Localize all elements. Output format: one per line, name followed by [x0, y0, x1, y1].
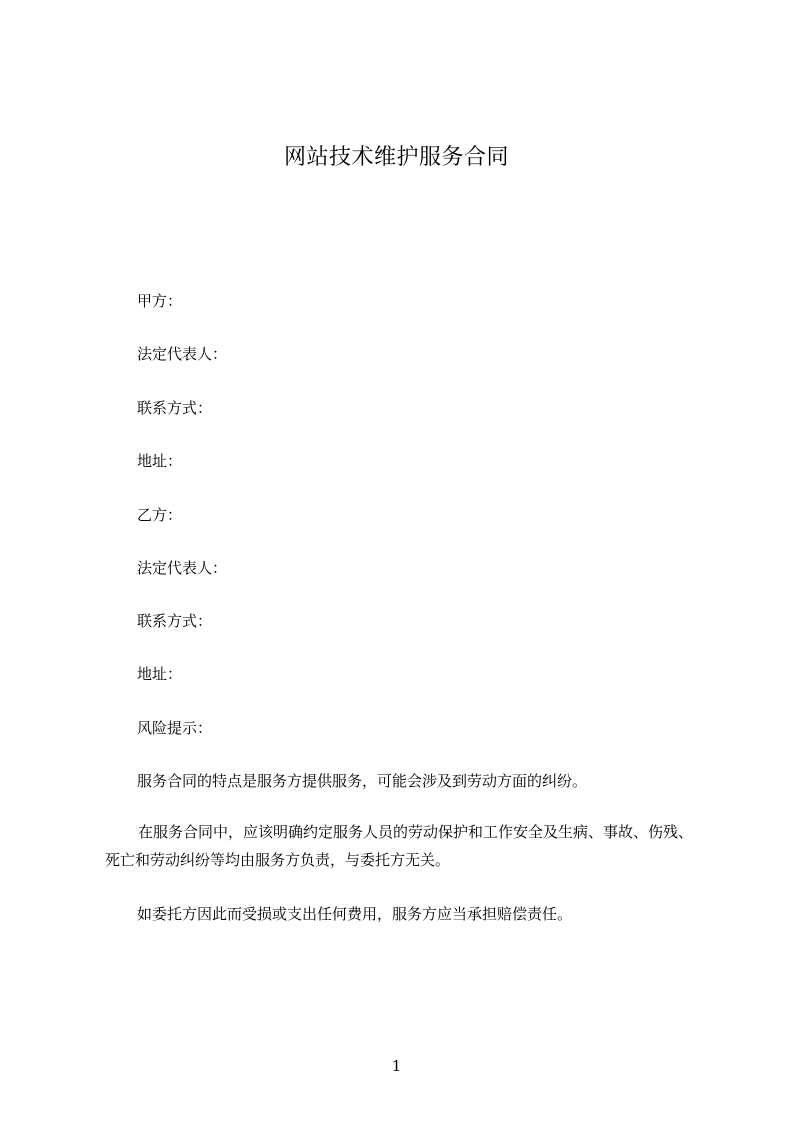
paragraph-labor-responsibility: 在服务合同中，应该明确约定服务人员的劳动保护和工作安全及生病、事故、伤残、死亡和劳动纠纷等均由服务方负责，与委托方无关。: [105, 823, 694, 869]
risk-heading: 风险提示：: [137, 719, 213, 737]
party-b-legal-representative-label: 法定代表人：: [137, 559, 228, 577]
party-b-address-label: 地址：: [137, 665, 183, 683]
paragraph-service-contract-feature: 服务合同的特点是服务方提供服务，可能会涉及到劳动方面的纠纷。: [137, 772, 588, 790]
party-a-label: 甲方：: [137, 292, 183, 310]
party-a-legal-representative-label: 法定代表人：: [137, 345, 228, 363]
document-title: 网站技术维护服务合同: [283, 145, 509, 170]
party-a-address-label: 地址：: [137, 452, 183, 470]
paragraph-compensation: 如委托方因此而受损或支出任何费用，服务方应当承担赔偿责任。: [137, 905, 573, 923]
party-b-contact-label: 联系方式：: [137, 612, 213, 630]
party-a-contact-label: 联系方式：: [137, 399, 213, 417]
page-number: 1: [391, 1057, 402, 1075]
party-b-label: 乙方：: [137, 506, 183, 524]
